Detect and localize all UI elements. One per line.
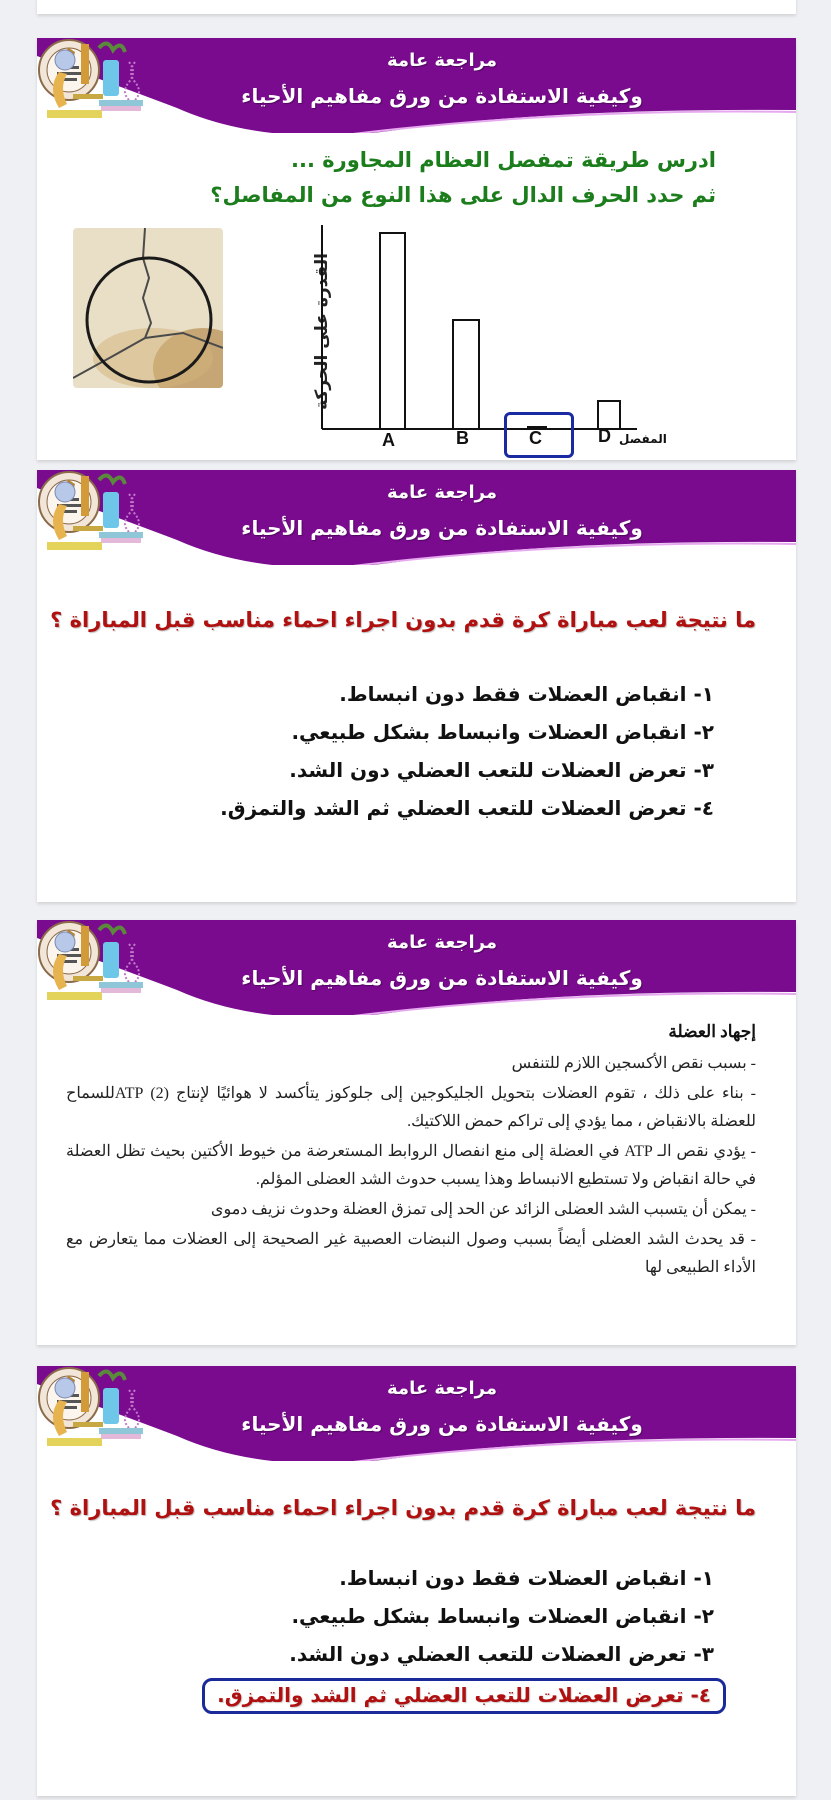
correct-answer-option-4: ٤- تعرض العضلات للتعب العضلي ثم الشد والتمزق. bbox=[202, 1678, 726, 1714]
slide-banner bbox=[37, 920, 796, 1015]
slide-card-warmup-question bbox=[37, 470, 796, 902]
microscope-plant-icon bbox=[37, 470, 147, 556]
paragraph-1: - بسبب نقص الأكسجين اللازم للتنفس bbox=[511, 1055, 756, 1072]
chart-x-axis-label: المفصل bbox=[619, 432, 667, 446]
slide-card-muscle-fatigue bbox=[37, 920, 796, 1345]
chart-category-b: B bbox=[456, 428, 469, 448]
answer-option-1: ١- انقباض العضلات فقط دون انبساط. bbox=[339, 682, 714, 706]
section-title: إجهاد العضلة bbox=[668, 1022, 756, 1041]
slide-card-joints bbox=[37, 38, 796, 460]
banner-title: مراجعة عامة bbox=[387, 482, 497, 503]
question-text: ما نتيجة لعب مباراة كرة قدم بدون اجراء احماء مناسب قبل المباراة ؟ bbox=[50, 1496, 756, 1520]
paragraph-5: - قد يحدث الشد العضلى أيضاً بسبب وصول النبضات العصبية غير الصحيحة إلى العضلات مما يتعارض مع الأداء الطبيعى لها bbox=[66, 1231, 756, 1276]
answer-option-2: ٢- انقباض العضلات وانبساط بشكل طبيعي. bbox=[291, 1604, 714, 1628]
question-line-2: ثم حدد الحرف الدال على هذا النوع من المفاصل؟ bbox=[210, 183, 716, 207]
chart-category-a: A bbox=[382, 430, 395, 450]
banner-title: مراجعة عامة bbox=[387, 50, 497, 71]
slide-banner bbox=[37, 38, 796, 133]
chart-category-d: D bbox=[598, 426, 611, 446]
answer-option-1: ١- انقباض العضلات فقط دون انبساط. bbox=[339, 1566, 714, 1590]
answer-option-2: ٢- انقباض العضلات وانبساط بشكل طبيعي. bbox=[291, 720, 714, 744]
paragraph-2: - بناء على ذلك ، تقوم العضلات بتحويل الجليكوجين إلى جلوكوز يتأكسد لا هوائيًا لإنتاج (2) ATPللسماح للعضلة بالانقباض ، مما يؤدي إلى تراكم حمض اللاكتيك. bbox=[66, 1085, 757, 1130]
slide-banner bbox=[37, 470, 796, 565]
microscope-plant-icon bbox=[37, 38, 147, 124]
banner-subtitle: وكيفية الاستفادة من ورق مفاهيم الأحياء bbox=[241, 1412, 643, 1436]
banner-title: مراجعة عامة bbox=[387, 932, 497, 953]
banner-title: مراجعة عامة bbox=[387, 1378, 497, 1399]
chart-y-axis-label: القدرة على الحركة bbox=[312, 253, 332, 410]
answer-option-3: ٣- تعرض العضلات للتعب العضلي دون الشد. bbox=[289, 1642, 714, 1666]
slide-card-warmup-answer bbox=[37, 1366, 796, 1796]
paragraph-3: - يؤدي نقص الـ ATP في العضلة إلى منع انفصال الروابط المستعرضة من خيوط الأكتين بحيث تظل العضلة في حالة انقباض ولا تستطيع الانبساط وهذا يسبب حدوث الشد العضلى المؤلم. bbox=[66, 1143, 756, 1188]
banner-subtitle: وكيفية الاستفادة من ورق مفاهيم الأحياء bbox=[241, 966, 643, 990]
previous-card-remnant bbox=[37, 0, 796, 14]
answer-option-3: ٣- تعرض العضلات للتعب العضلي دون الشد. bbox=[289, 758, 714, 782]
banner-subtitle: وكيفية الاستفادة من ورق مفاهيم الأحياء bbox=[241, 84, 643, 108]
banner-subtitle: وكيفية الاستفادة من ورق مفاهيم الأحياء bbox=[241, 516, 643, 540]
microscope-plant-icon bbox=[37, 920, 147, 1006]
skull-suture-icon bbox=[73, 228, 223, 388]
microscope-plant-icon bbox=[37, 1366, 147, 1452]
chart-category-c: C bbox=[529, 428, 542, 448]
slide-banner bbox=[37, 1366, 796, 1461]
question-line-1: ادرس طريقة تمفصل العظام المجاورة ... bbox=[290, 148, 716, 172]
question-text: ما نتيجة لعب مباراة كرة قدم بدون اجراء احماء مناسب قبل المباراة ؟ bbox=[50, 608, 756, 632]
paragraph-4: - يمكن أن يتسبب الشد العضلى الزائد عن الحد إلى تمزق العضلة وحدوث نزيف دموى bbox=[210, 1201, 756, 1218]
skull-suture-photo bbox=[73, 228, 223, 388]
answer-option-4: ٤- تعرض العضلات للتعب العضلي ثم الشد والتمزق. bbox=[220, 796, 714, 820]
joint-mobility-bar-chart bbox=[277, 203, 737, 443]
